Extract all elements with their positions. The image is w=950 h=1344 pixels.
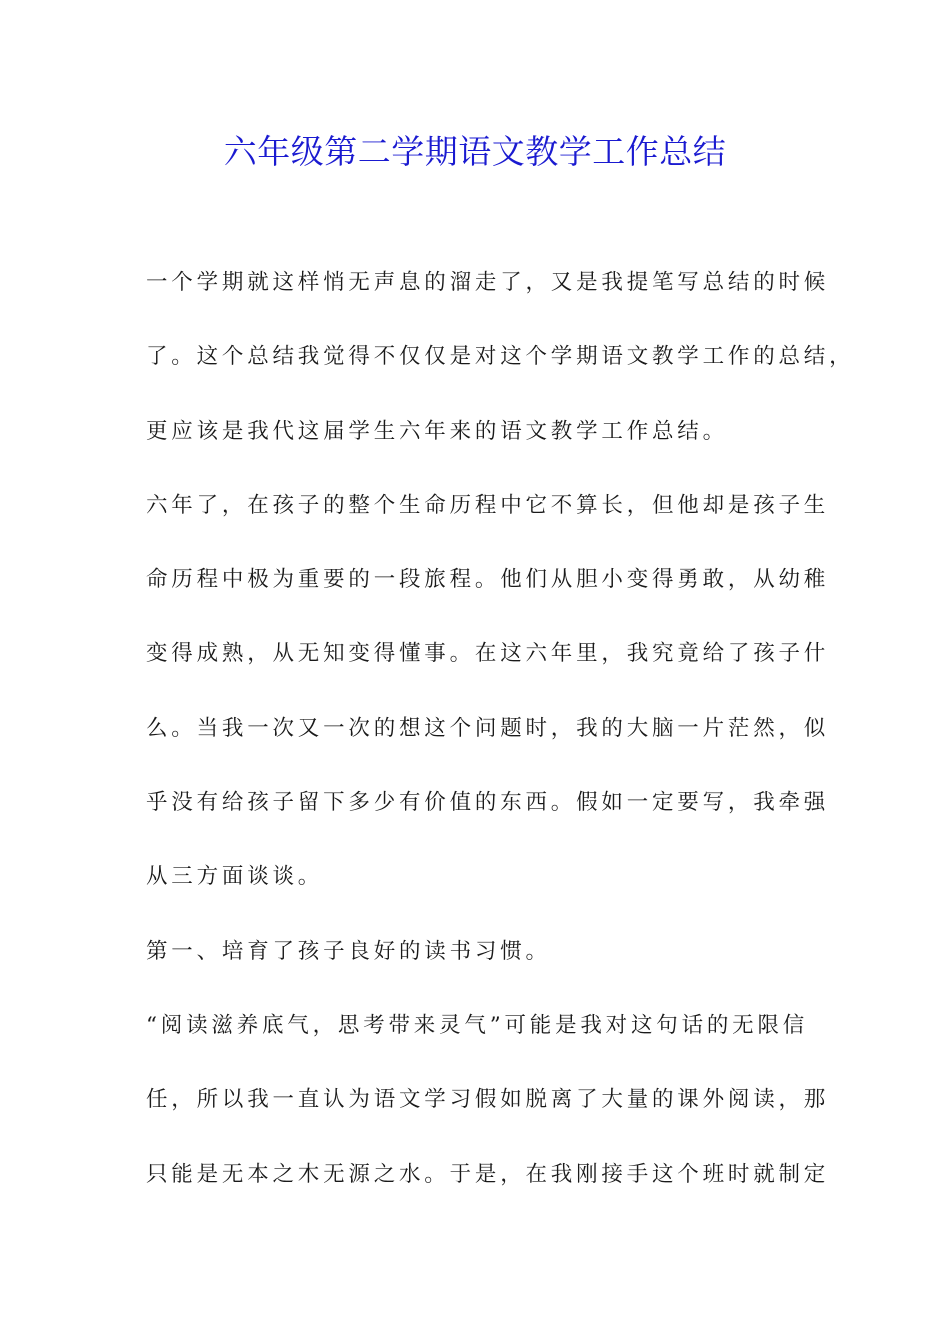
- document-title: 六年级第二学期语文教学工作总结: [223, 132, 727, 171]
- text-line: 一个学期就这样悄无声息的溜走了，又是我提笔写总结的时候: [146, 270, 830, 295]
- text-line: 么。当我一次又一次的想这个问题时，我的大脑一片茫然，似: [146, 715, 830, 741]
- text-line: 任，所以我一直认为语文学习假如脱离了大量的课外阅读，那: [146, 1087, 830, 1113]
- text-line: “阅读滋养底气，思考带来灵气”可能是我对这句话的无限信: [146, 1012, 809, 1038]
- text-line: 只能是无本之木无源之水。于是，在我刚接手这个班时就制定: [146, 1161, 830, 1187]
- text-line: 第一、培育了孩子良好的读书习惯。: [146, 938, 551, 964]
- text-line: 从三方面谈谈。: [146, 864, 324, 890]
- text-line: 了。这个总结我觉得不仅仅是对这个学期语文教学工作的总结，: [146, 344, 855, 370]
- text-line: 变得成熟，从无知变得懂事。在这六年里，我究竟给了孩子什: [146, 641, 830, 667]
- document-body: [146, 260, 855, 1226]
- text-line: 乎没有给孩子留下多少有价值的东西。假如一定要写，我牵强: [146, 790, 830, 816]
- text-line: 六年了，在孩子的整个生命历程中它不算长，但他却是孩子生: [146, 492, 830, 518]
- text-line: 更应该是我代这届学生六年来的语文教学工作总结。: [146, 418, 728, 444]
- text-line: 命历程中极为重要的一段旅程。他们从胆小变得勇敢，从幼稚: [146, 567, 830, 593]
